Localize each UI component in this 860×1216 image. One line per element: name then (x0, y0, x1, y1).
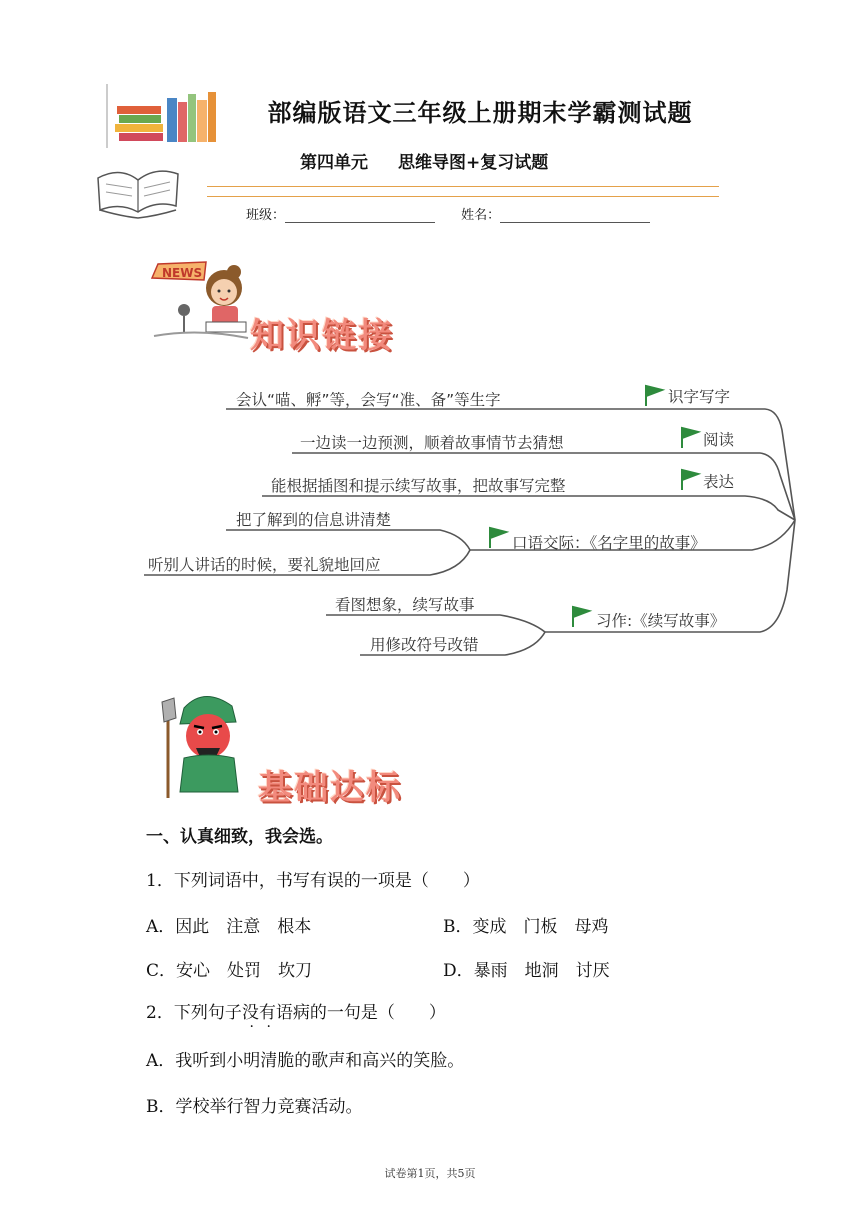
class-label: 班级： (246, 208, 286, 223)
books-stack-illustration (105, 84, 225, 148)
question-2-stem (146, 998, 446, 1023)
mindmap-item: 看图想象，续写故事 (335, 596, 475, 614)
mindmap-branch-label: 习作:《续写故事》 (596, 612, 726, 630)
news-badge-text: NEWS (162, 266, 203, 280)
flags (490, 386, 698, 627)
basics-banner-title: 基础达标 (258, 768, 402, 808)
mind-map-text (148, 388, 735, 654)
news-girl-illustration (148, 258, 252, 342)
name-field[interactable] (500, 208, 650, 223)
mindmap-branch-label: 表达 (703, 473, 735, 491)
question-1-option-b[interactable]: B．变成 门板 母鸡 (443, 917, 609, 937)
guan-yu-illustration (154, 688, 254, 800)
flag-icon (573, 607, 589, 627)
page-title: 部编版语文三年级上册期末学霸测试题 (267, 98, 693, 127)
page-footer: 试卷第1页，共5页 (384, 1167, 476, 1180)
question-1-option-a[interactable]: A．因此 注意 根本 (146, 917, 312, 937)
emphasis-char: 有 (258, 1003, 276, 1023)
flag-icon (682, 470, 698, 490)
header-rule-bottom (207, 196, 719, 197)
question-2-option-a[interactable]: A．我听到小明清脆的歌声和高兴的笑脸。 (146, 1051, 465, 1071)
student-info-fields (246, 204, 672, 223)
header-rule-top (207, 186, 719, 187)
question-2-stem-post: 语病的一句是（ ） (275, 1003, 446, 1023)
knowledge-banner-title: 知识链接 (250, 316, 394, 356)
unit-label: 第四单元 (300, 153, 368, 173)
mindmap-branch-label: 口语交际：《名字里的故事》 (512, 534, 706, 552)
question-2-stem-pre: 2．下列句子 (146, 1003, 242, 1023)
question-2-option-b[interactable]: B．学校举行智力竞赛活动。 (146, 1097, 363, 1117)
mindmap-item: 能根据插图和提示续写故事，把故事写完整 (271, 477, 566, 495)
question-1-stem: 1．下列词语中，书写有误的一项是（ ） (146, 871, 480, 891)
mindmap-item: 把了解到的信息讲清楚 (236, 511, 392, 529)
name-label: 姓名： (461, 208, 501, 223)
flag-icon (646, 386, 662, 406)
subtitle-label: 思维导图+复习试题 (398, 153, 549, 173)
mindmap-item: 会认“喵、孵”等，会写“准、备”等生字 (236, 391, 501, 409)
flag-icon (682, 428, 698, 448)
mindmap-branch-label: 识字写字 (668, 388, 731, 406)
mindmap-item: 一边读一边预测，顺着故事情节去猜想 (300, 434, 564, 452)
class-field[interactable] (285, 208, 435, 223)
question-1-option-c[interactable]: C．安心 处罚 坎刀 (146, 961, 313, 981)
unit-subtitle (300, 148, 548, 173)
flag-icon (490, 528, 506, 548)
mind-map (0, 370, 860, 670)
open-book-illustration (92, 160, 184, 222)
mindmap-item: 用修改符号改错 (370, 636, 479, 654)
section-heading: 一、认真细致，我会选。 (146, 827, 333, 847)
question-1-option-d[interactable]: D．暴雨 地洞 讨厌 (443, 961, 610, 981)
emphasis-char: 没 (241, 1003, 259, 1023)
mindmap-item: 听别人讲话的时候，要礼貌地回应 (148, 556, 381, 574)
mindmap-branch-label: 阅读 (703, 431, 735, 449)
